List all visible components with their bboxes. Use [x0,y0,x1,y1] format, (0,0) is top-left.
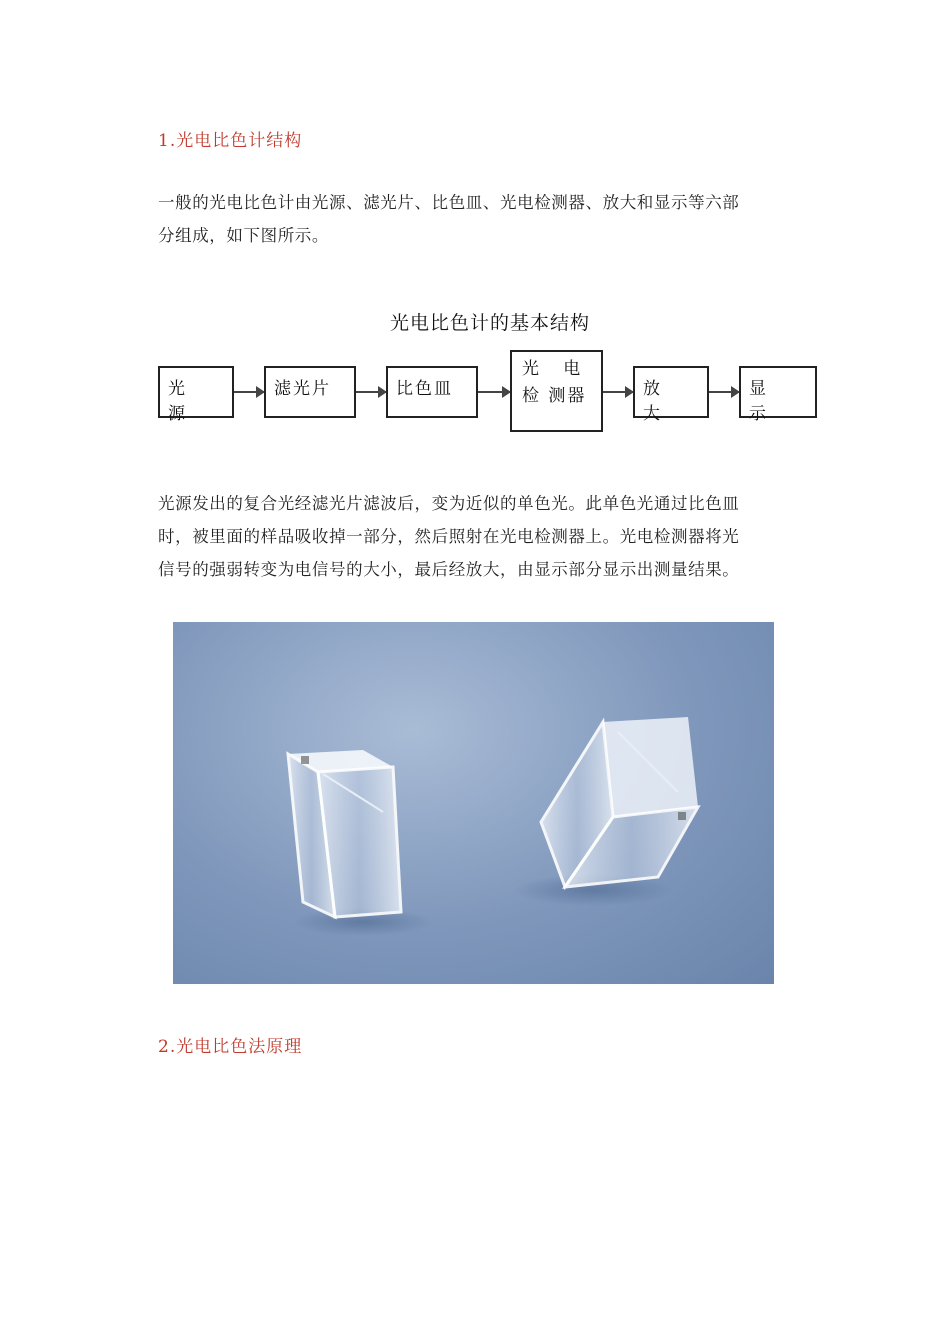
paragraph-line: 一般的光电比色计由光源、滤光片、比色皿、光电检测器、放大和显示等六部 [158,193,740,212]
box-cuvette [386,366,478,418]
intro-paragraph [158,186,778,252]
box-amplify [633,366,709,424]
left-cuvette [288,750,401,917]
box-display [739,366,817,424]
box-filter [264,366,356,418]
arrow-icon [356,391,386,393]
box-label-line1: 光 电 [522,359,583,379]
arrow-icon [603,391,633,393]
box-detector [510,350,603,432]
structure-diagram [150,300,830,450]
box-label: 显 示 [749,379,776,424]
box-label: 放 大 [643,379,670,424]
right-cuvette [541,717,698,887]
box-label: 滤光片 [274,379,331,399]
cuvette-photo [173,622,774,984]
paragraph-line: 光源发出的复合光经滤光片滤波后，变为近似的单色光。此单色光通过比色皿 [158,494,740,513]
principle-paragraph [158,487,778,586]
arrow-icon [478,391,510,393]
box-light-source [158,366,234,424]
box-label: 比色皿 [396,379,453,399]
paragraph-line: 分组成，如下图所示。 [158,226,329,245]
section-heading-structure: 1.光电比色计结构 [158,131,303,151]
box-label-line2: 检 测器 [522,386,587,406]
cuvettes-illustration [173,622,774,984]
paragraph-line: 信号的强弱转变为电信号的大小，最后经放大，由显示部分显示出测量结果。 [158,560,740,579]
box-label: 光 源 [168,379,195,424]
section-heading-principle: 2.光电比色法原理 [158,1037,303,1057]
paragraph-line: 时，被里面的样品吸收掉一部分，然后照射在光电检测器上。光电检测器将光 [158,527,740,546]
diagram-title: 光电比色计的基本结构 [389,312,590,334]
arrow-icon [234,391,264,393]
arrow-icon [709,391,739,393]
